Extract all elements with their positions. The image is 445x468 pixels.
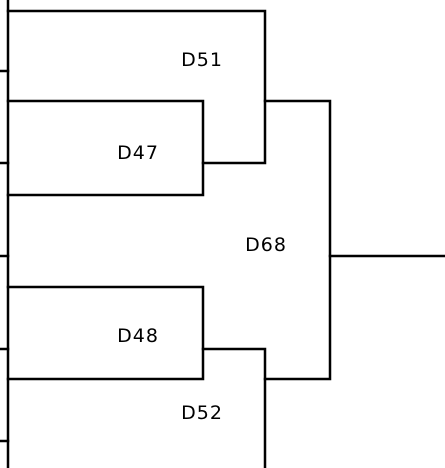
d51-connector: [8, 11, 265, 163]
d47-connector: [8, 101, 203, 195]
node-label-d48: D48: [117, 325, 159, 347]
d48-connector: [8, 287, 203, 379]
node-label-d47: D47: [117, 142, 159, 164]
node-label-d52: D52: [181, 402, 223, 424]
node-label-d68: D68: [245, 234, 287, 256]
node-label-d51: D51: [181, 49, 223, 71]
